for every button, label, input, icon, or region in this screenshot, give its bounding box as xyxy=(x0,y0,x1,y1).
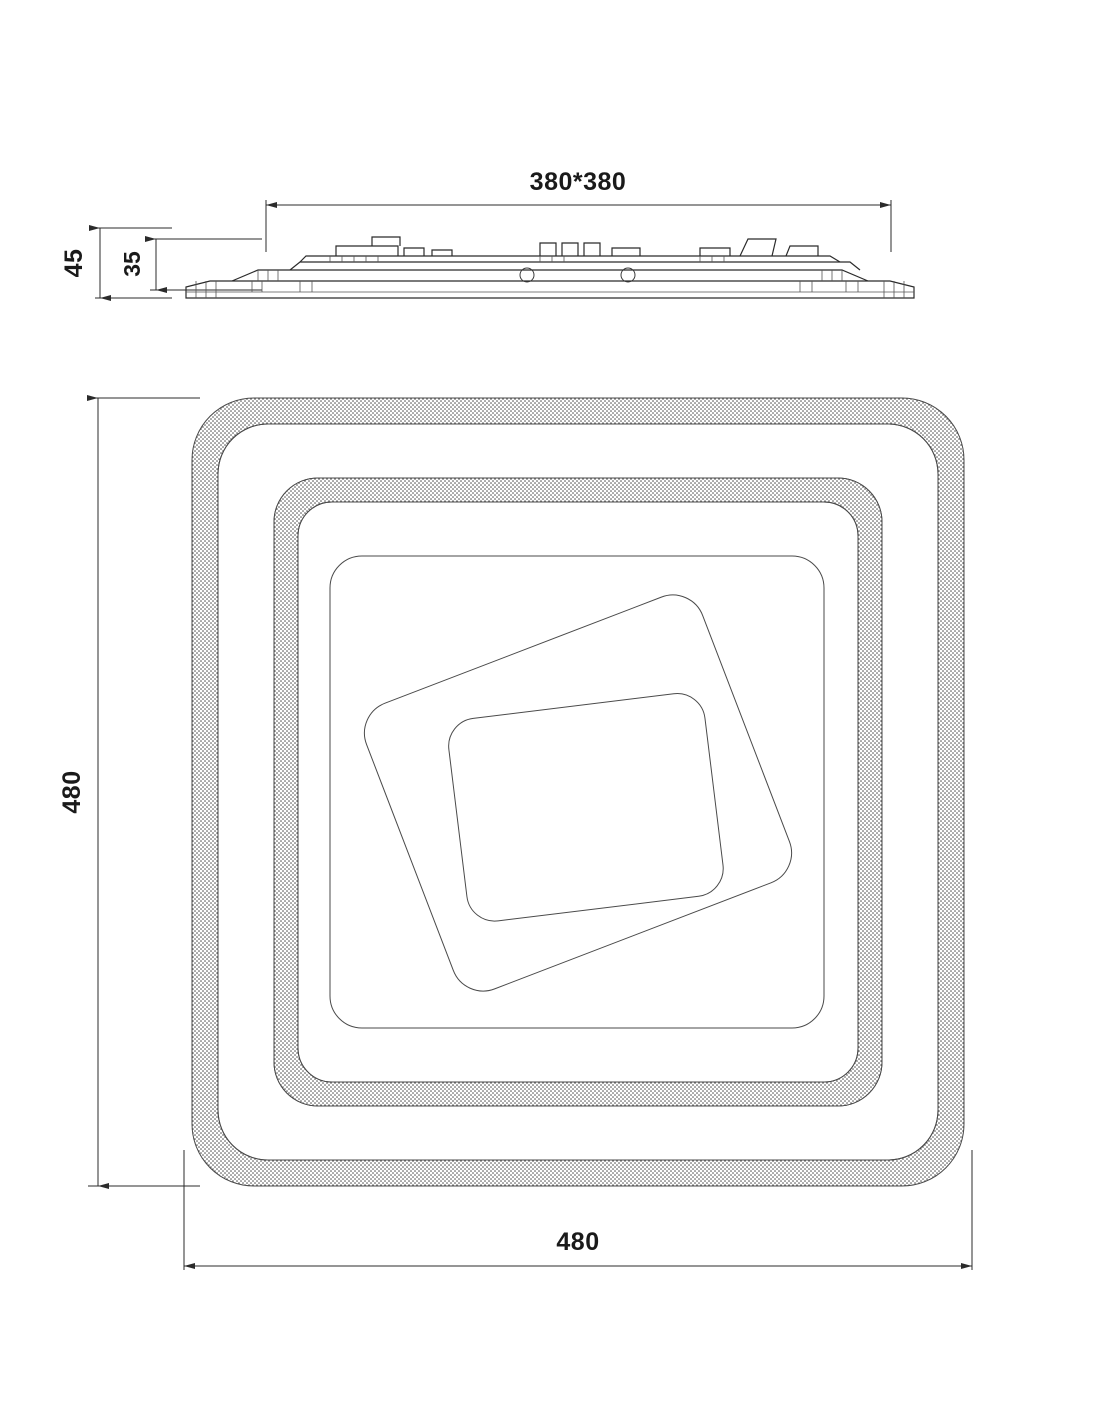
top-height-dimension xyxy=(88,398,200,1186)
top-height-dimension-label: 480 xyxy=(58,770,86,814)
top-plan-view xyxy=(88,398,972,1270)
side-body-height-dimension-label: 35 xyxy=(119,251,145,277)
top-width-dimension-label: 480 xyxy=(556,1228,600,1256)
tilted-inner-square xyxy=(445,690,726,924)
inner-gap-ring xyxy=(218,424,938,1160)
side-width-dimension-label: 380*380 xyxy=(529,168,627,196)
inner-diffuser-ring xyxy=(274,478,882,1106)
outer-diffuser-ring xyxy=(192,398,964,1186)
lamp-side-profile xyxy=(186,237,914,298)
side-total-height-dimension-label: 45 xyxy=(60,248,88,278)
inner-panel-outline xyxy=(298,502,858,1082)
side-elevation-view xyxy=(95,200,914,298)
tilted-outer-square xyxy=(355,586,801,1001)
